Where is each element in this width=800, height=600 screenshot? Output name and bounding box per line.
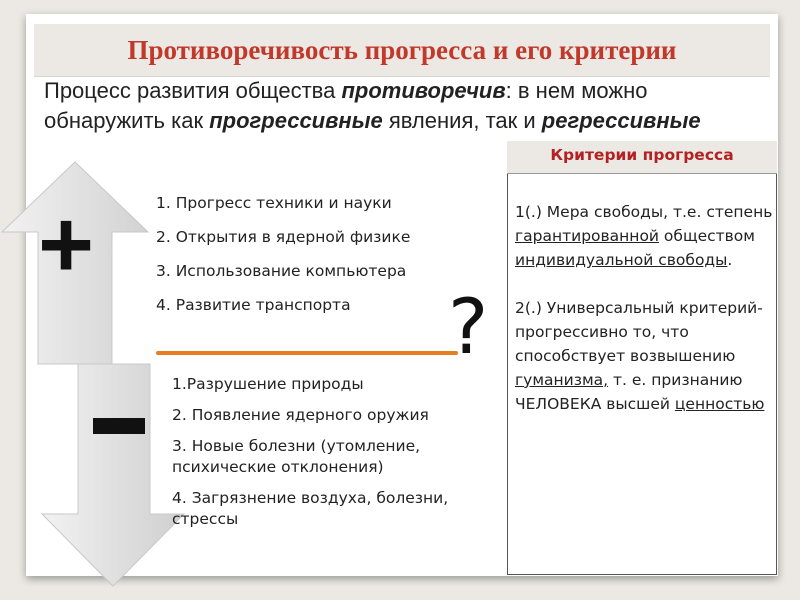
intro-part-3: явления, так и — [382, 108, 542, 133]
down-arrow-icon — [40, 362, 186, 588]
intro-part-1: Процесс развития общества — [44, 78, 342, 103]
list-item: 4. Развитие транспорта — [156, 296, 351, 314]
list-item: 2. Появление ядерного оружия — [172, 406, 429, 424]
intro-text — [44, 76, 764, 136]
plus-sign: + — [38, 191, 95, 298]
intro-emphasis-contradictory: противоречив — [341, 78, 506, 103]
list-item: 3. Использование компьютера — [156, 262, 407, 280]
intro-emphasis-regressive: регрессивные — [541, 108, 701, 133]
divider-line — [156, 351, 458, 355]
slide-title: Противоречивость прогресса и его критерии — [127, 34, 677, 65]
list-item: 1.Разрушение природы — [172, 375, 364, 393]
intro-part-2: : в нем можно обнаружить как — [44, 78, 648, 133]
list-item: 4. Загрязнение воздуха, болезни, стрессы — [172, 489, 449, 528]
question-mark: ? — [448, 282, 489, 371]
criteria-text — [515, 200, 773, 440]
criterion-2: 2(.) Универсальный критерий- прогрессивно то, что способствует возвышению гуманизма, т. е. признанию ЧЕЛОВЕКА высшей ценностью — [515, 299, 765, 413]
regress-examples-list — [172, 374, 492, 540]
criteria-title: Критерии прогресса — [550, 146, 734, 164]
progress-examples-list — [156, 190, 476, 326]
minus-sign — [93, 418, 145, 434]
list-item: 1. Прогресс техники и науки — [156, 194, 392, 212]
list-item: 3. Новые болезни (утомление, психические отклонения) — [172, 437, 421, 476]
criterion-1: 1(.) Мера свободы, т.е. степень гарантированной обществом индивидуальной свободы. — [515, 203, 773, 269]
list-item: 2. Открытия в ядерной физике — [156, 228, 411, 246]
intro-emphasis-progressive: прогрессивные — [209, 108, 383, 133]
